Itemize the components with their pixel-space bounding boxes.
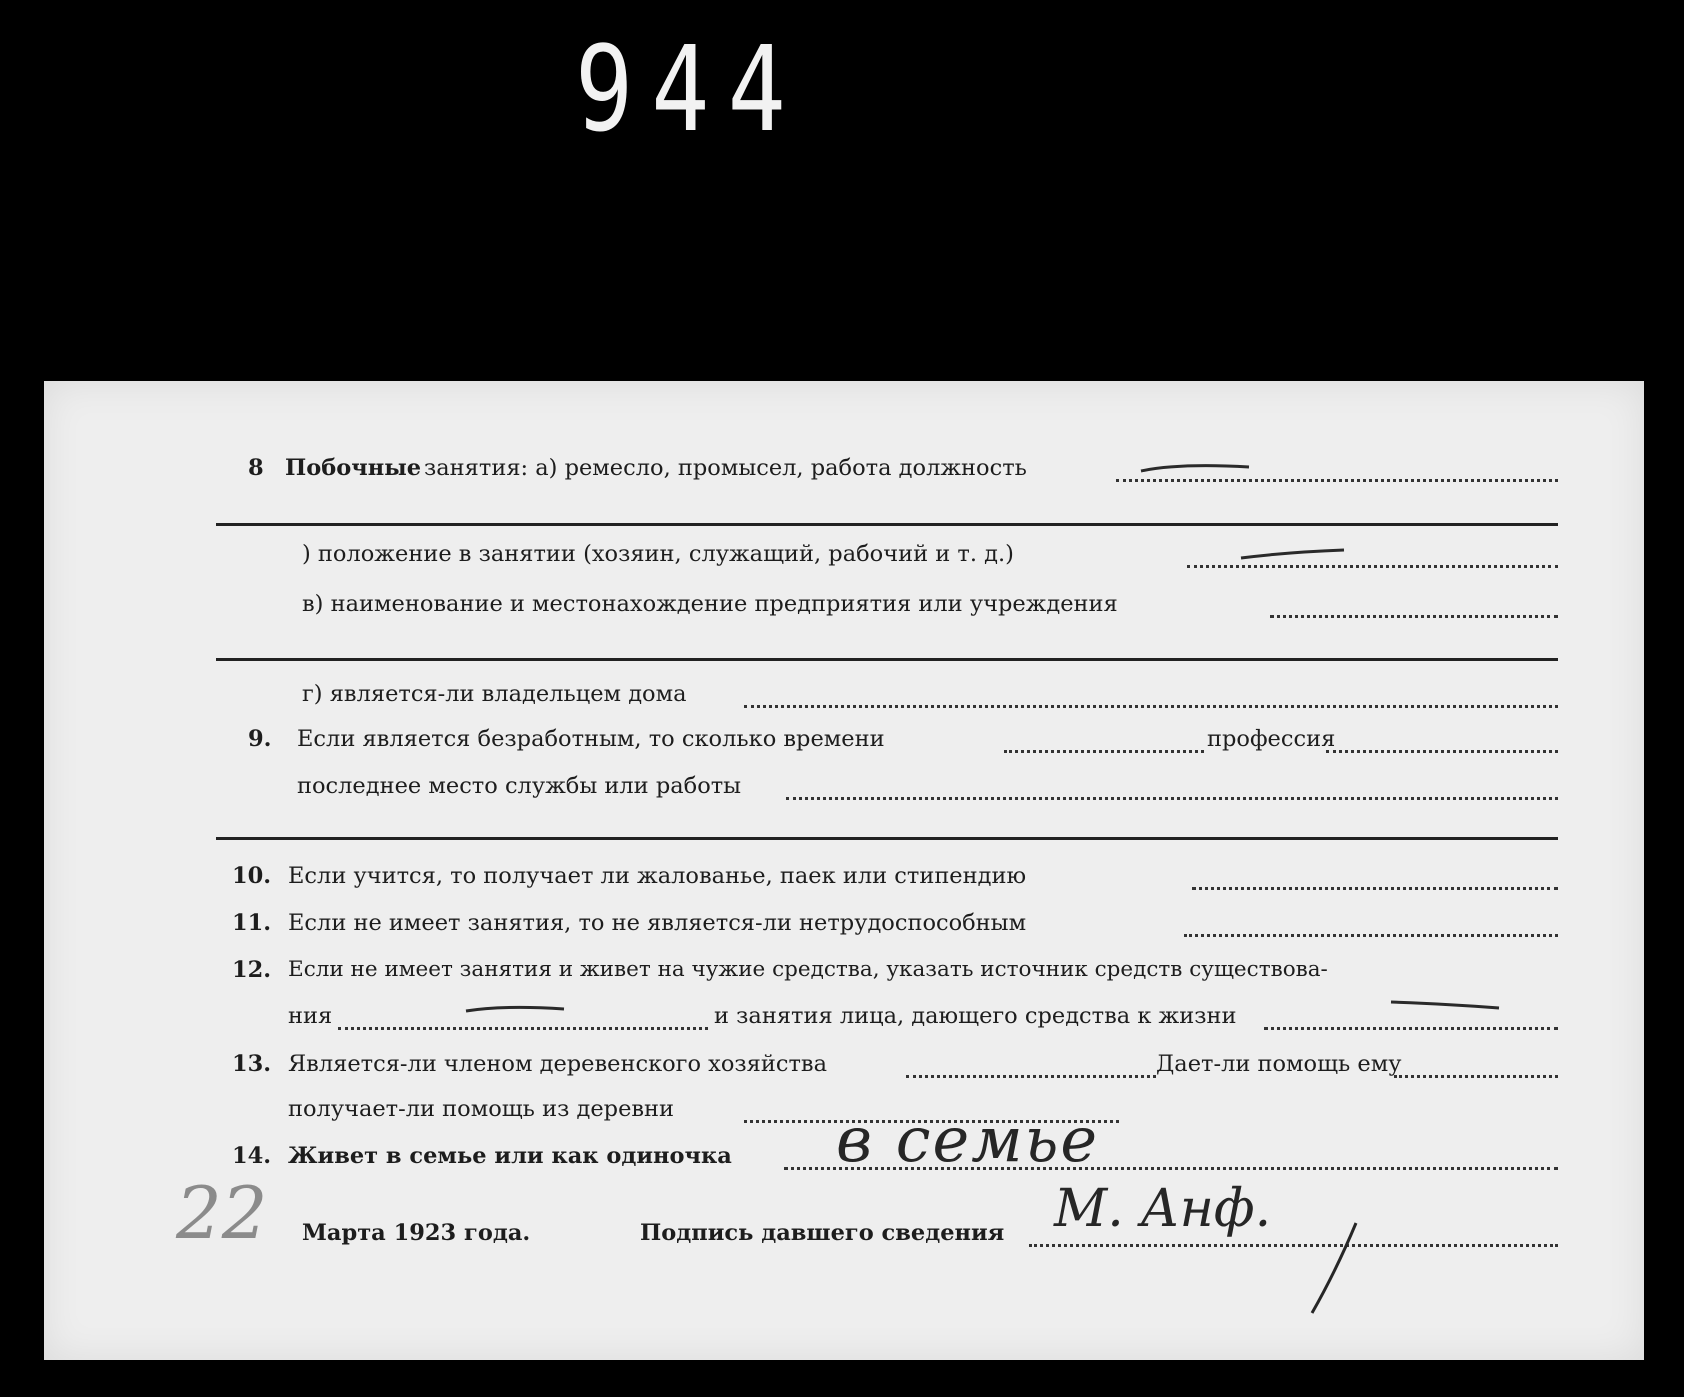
item-9-last-place-row [44, 771, 1644, 807]
item-9-duration-line [1004, 750, 1204, 753]
item-12-label: Если не имеет занятия и живет на чужие средства, указать источник средств существова- [288, 957, 1328, 982]
item-13-label: Является-ли членом деревенского хозяйства [288, 1051, 828, 1077]
item-11-row [44, 908, 1644, 944]
item-12-cont-a: ния [288, 1003, 333, 1029]
item-12-dash-mark [464, 1001, 574, 1017]
item-9-last-place-label: последнее место службы или работы [297, 773, 742, 799]
item-8a-dash-mark [1139, 459, 1259, 479]
item-9-number: 9. [248, 726, 272, 752]
item-11-label: Если не имеет занятия, то не является-ли нетрудоспособным [288, 910, 1027, 936]
item-10-label: Если учится, то получает ли жалованье, паек или стипендию [288, 863, 1027, 889]
item-12-provider-line [1264, 1027, 1558, 1030]
item-14-label: Живет в семье или как одиночка [288, 1143, 732, 1169]
item-8v-continuation-line [216, 658, 1558, 661]
item-12-number: 12. [232, 957, 272, 983]
item-10-answer-line [1192, 887, 1558, 890]
item-8b-label: ) положение в занятии (хозяин, служащий, рабочий и т. д.) [302, 541, 1014, 567]
item-12-provider-dash-mark [1389, 996, 1509, 1012]
date-day-pencil: 22 [176, 1171, 268, 1255]
item-8-row [44, 453, 1644, 489]
item-10-number: 10. [232, 863, 272, 889]
item-13-member-line [906, 1075, 1156, 1078]
item-9-last-place-line [786, 797, 1558, 800]
item-13-cont-label: получает-ли помощь из деревни [288, 1096, 675, 1122]
signature-line [1029, 1244, 1558, 1247]
item-8v-label: в) наименование и местонахождение предприятия или учреждения [302, 591, 1118, 617]
item-13-number: 13. [232, 1051, 272, 1077]
item-13-help-label: Дает-ли помощь ему [1156, 1051, 1402, 1077]
item-8a-answer-line [1116, 479, 1558, 482]
item-8v-answer-line [1270, 615, 1558, 618]
item-8b-row [44, 539, 1644, 575]
item-13-row [44, 1049, 1644, 1085]
footer-row [44, 1218, 1644, 1254]
item-8-title: Побочные [285, 455, 422, 481]
item-9-continuation-line [216, 837, 1558, 840]
item-9-label: Если является безработным, то сколько времени [297, 726, 885, 752]
item-8b-dash-mark [1239, 546, 1359, 566]
item-12-source-line [338, 1027, 708, 1030]
item-8g-label: г) является-ли владельцем дома [302, 681, 687, 707]
item-9-profession-label: профессия [1207, 726, 1336, 752]
item-13-help-line [1394, 1075, 1558, 1078]
item-12-row [44, 955, 1644, 991]
item-11-number: 11. [232, 910, 272, 936]
item-8g-row [44, 679, 1644, 715]
frame-number: 944 [575, 20, 804, 158]
item-8a-label: занятия: а) ремесло, промысел, работа должность [424, 455, 1027, 481]
item-8a-continuation-line [216, 523, 1558, 526]
item-9-profession-line [1326, 750, 1558, 753]
item-14-number: 14. [232, 1143, 272, 1169]
item-14-handwritten-answer: в семье [836, 1103, 1100, 1176]
item-10-row [44, 861, 1644, 897]
item-9-row [44, 724, 1644, 760]
item-11-answer-line [1184, 934, 1558, 937]
signature-label: Подпись давшего сведения [640, 1220, 1005, 1246]
signature-stroke [1306, 1221, 1366, 1321]
item-8-number: 8 [248, 455, 264, 481]
signature-handwritten: М. Анф. [1054, 1179, 1272, 1239]
date-label: Марта 1923 года. [302, 1220, 531, 1246]
item-8v-row [44, 589, 1644, 625]
questionnaire-card [44, 381, 1644, 1360]
item-8g-answer-line [744, 705, 1558, 708]
item-12-cont-b: и занятия лица, дающего средства к жизни [714, 1003, 1237, 1029]
